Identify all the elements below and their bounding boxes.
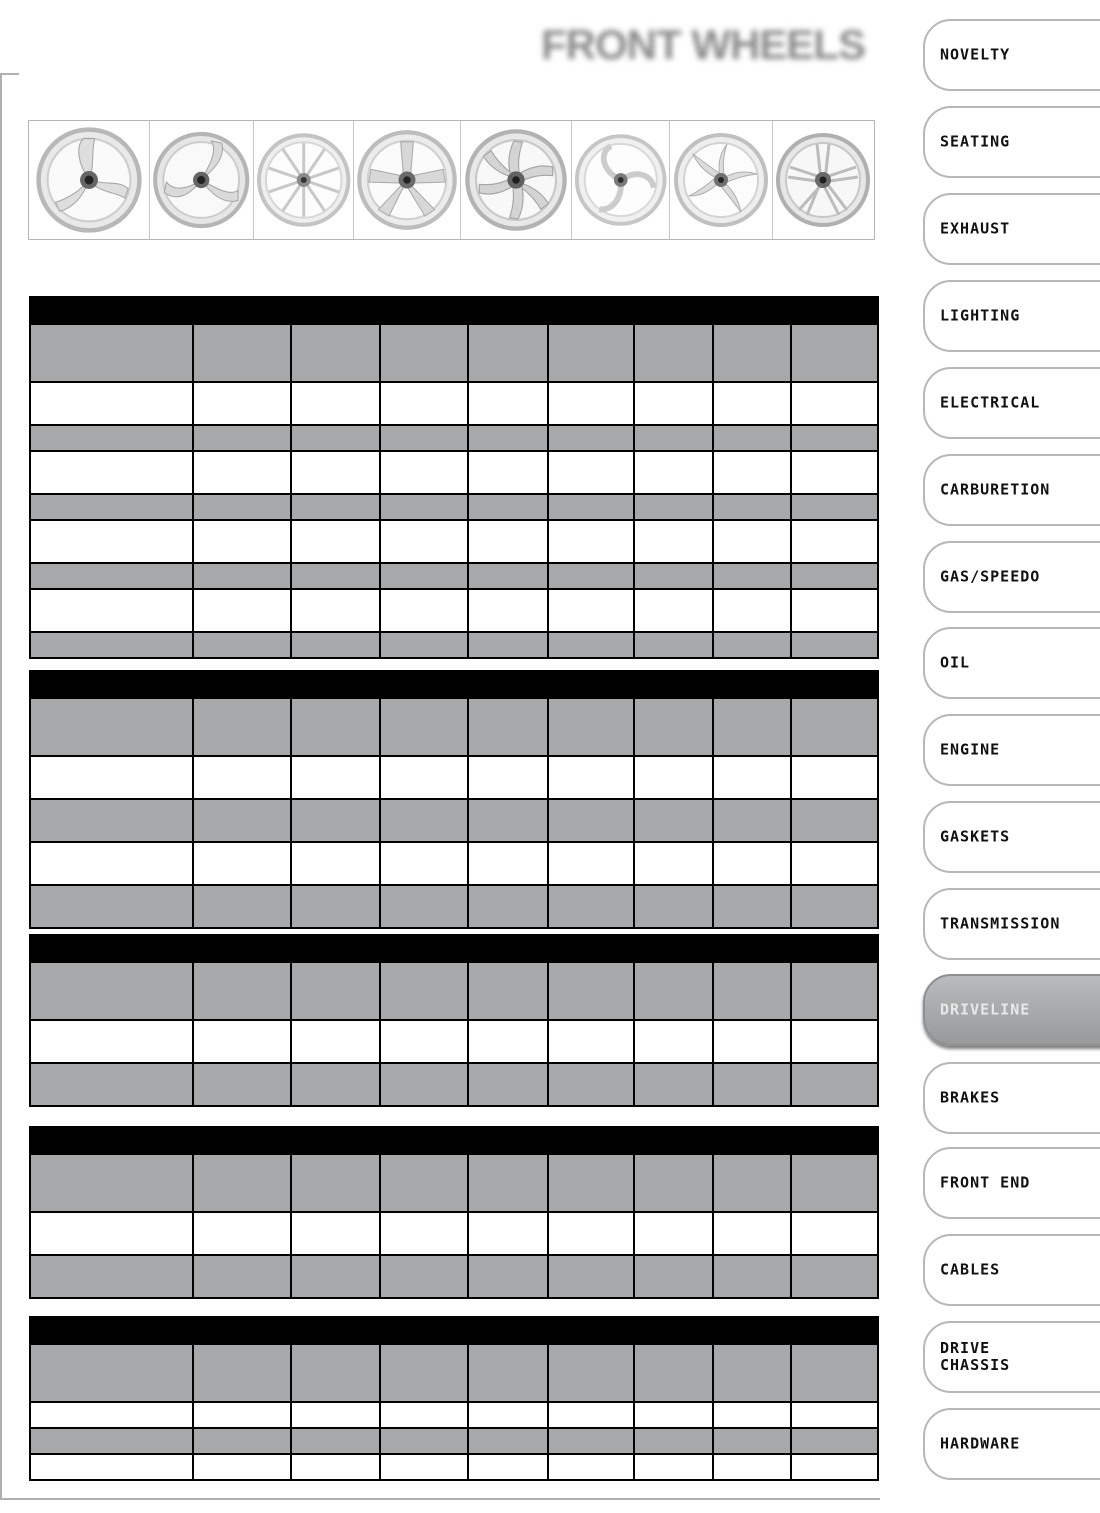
table-header-row: [30, 1154, 878, 1212]
five-spoke-wheel-icon: [354, 124, 460, 236]
table-title-bar: [30, 1127, 878, 1154]
wheel-image[interactable]: [354, 121, 461, 239]
page-title: FRONT WHEELS: [541, 21, 865, 68]
tab-engine[interactable]: ENGINE: [923, 714, 1100, 786]
table-title-bar: [30, 671, 878, 698]
table-row: [30, 756, 878, 799]
wheel-image[interactable]: [254, 121, 354, 239]
curved-spoke-wheel-icon: [572, 124, 669, 236]
tab-hardware[interactable]: HARDWARE: [923, 1408, 1100, 1480]
table-row: [30, 1020, 878, 1063]
tab-novelty[interactable]: NOVELTY: [923, 19, 1100, 91]
wheel-image[interactable]: [572, 121, 670, 239]
table-row: [30, 451, 878, 494]
table-row: [30, 494, 878, 520]
table-row: [30, 563, 878, 589]
wheel-image[interactable]: [773, 121, 874, 239]
frame-line-left: [0, 73, 2, 1500]
tab-driveline[interactable]: DRIVELINE: [923, 974, 1100, 1046]
table-row: [30, 885, 878, 928]
table-row: [30, 425, 878, 451]
split-spoke-wheel-icon: [773, 124, 873, 236]
table-row: [30, 799, 878, 842]
tab-cables[interactable]: CABLES: [923, 1234, 1100, 1306]
tab-gaskets[interactable]: GASKETS: [923, 801, 1100, 873]
table-row: [30, 632, 878, 658]
three-spoke-wheel-icon: [33, 124, 145, 236]
wheel-image-strip: [28, 120, 875, 240]
three-spoke-wheel-icon: [150, 124, 252, 236]
tab-brakes[interactable]: BRAKES: [923, 1062, 1100, 1134]
table-row: [30, 520, 878, 563]
multi-spoke-wheel-icon: [254, 124, 353, 236]
tab-carburetion[interactable]: CARBURETION: [923, 454, 1100, 526]
table-header-row: [30, 1344, 878, 1402]
table-row: [30, 382, 878, 425]
table-title-bar: [30, 1317, 878, 1344]
table-header-row: [30, 698, 878, 756]
tab-lighting[interactable]: LIGHTING: [923, 280, 1100, 352]
spec-table-4: [29, 1126, 879, 1299]
spec-table-2: [29, 670, 879, 929]
table-row: [30, 1454, 878, 1480]
table-header-row: [30, 962, 878, 1020]
tab-transmission[interactable]: TRANSMISSION: [923, 888, 1100, 960]
wheel-image[interactable]: [150, 121, 253, 239]
tab-oil[interactable]: OIL: [923, 627, 1100, 699]
spec-table-1: [29, 296, 879, 659]
spec-table-5: [29, 1316, 879, 1481]
frame-line-bottom: [0, 1498, 880, 1500]
blade-spoke-wheel-icon: [671, 124, 771, 236]
table-row: [30, 1255, 878, 1298]
spec-table-3: [29, 934, 879, 1107]
tab-exhaust[interactable]: EXHAUST: [923, 193, 1100, 265]
table-title-bar: [30, 935, 878, 962]
tab-front-end[interactable]: FRONT END: [923, 1147, 1100, 1219]
table-header-row: [30, 324, 878, 382]
table-row: [30, 1063, 878, 1106]
frame-line-top: [0, 73, 19, 75]
tab-gas-speedo[interactable]: GAS/SPEEDO: [923, 541, 1100, 613]
table-row: [30, 842, 878, 885]
tab-electrical[interactable]: ELECTRICAL: [923, 367, 1100, 439]
table-row: [30, 1212, 878, 1255]
table-title-bar: [30, 297, 878, 324]
wheel-image[interactable]: [461, 121, 571, 239]
tab-seating[interactable]: SEATING: [923, 106, 1100, 178]
table-row: [30, 589, 878, 632]
table-row: [30, 1402, 878, 1428]
wheel-image[interactable]: [670, 121, 772, 239]
wheel-image[interactable]: [29, 121, 150, 239]
six-spoke-wheel-icon: [462, 124, 570, 236]
tab-drive-chassis[interactable]: DRIVE CHASSIS: [923, 1321, 1100, 1393]
table-row: [30, 1428, 878, 1454]
